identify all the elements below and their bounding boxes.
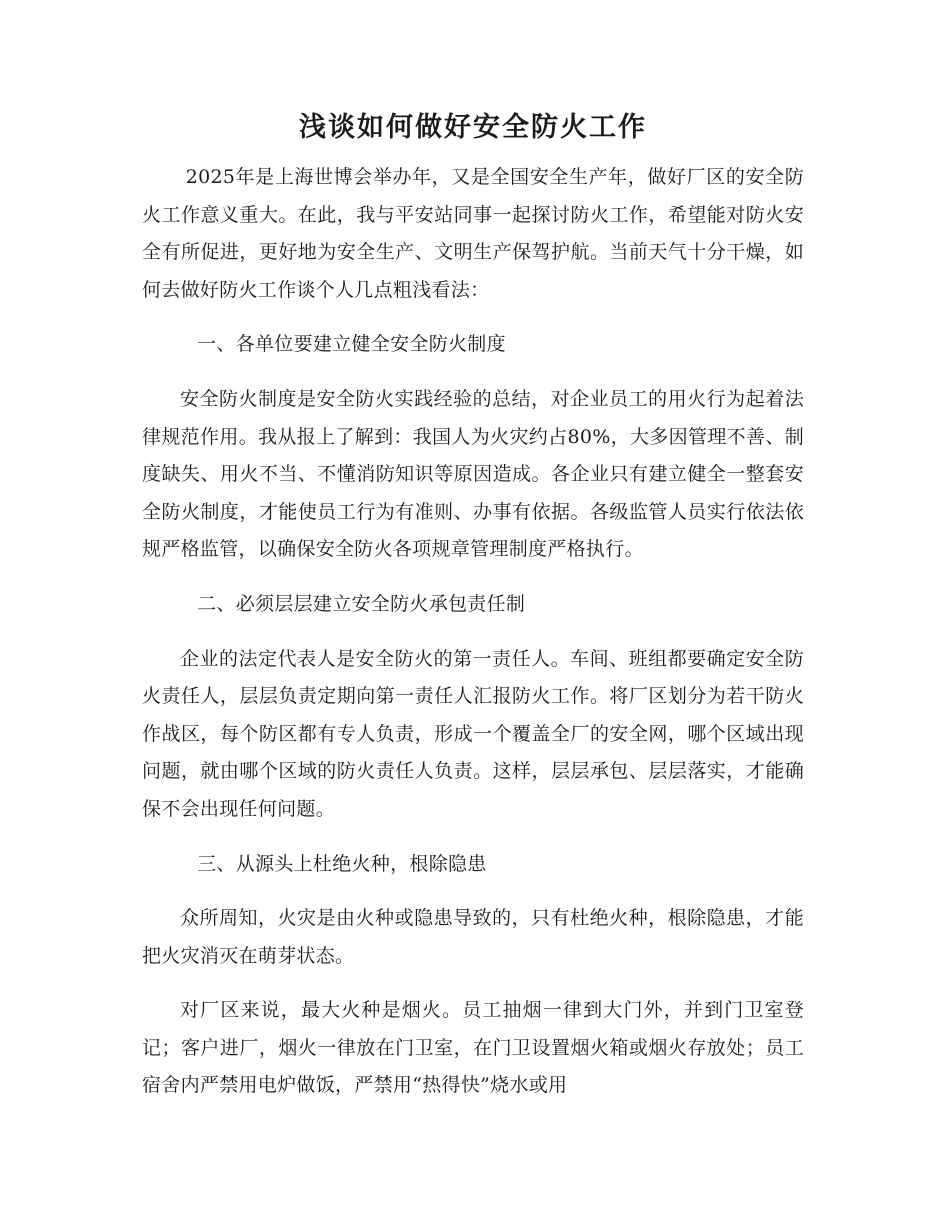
section-2-paragraph-1: 企业的法定代表人是安全防火的第一责任人。车间、班组都要确定安全防火责任人，层层负责定期向第一责任人汇报防火工作。将厂区划分为若干防火作战区，每个防区都有专人负责，形成一个覆盖全厂的安全网，哪个区域出现问题，就由哪个区域的防火责任人负责。这样，层层承包、层层落实，才能确保不会出现任何问题。 xyxy=(142,647,804,820)
section-heading-3: 三、从源头上杜绝火种，根除隐患 xyxy=(197,852,487,875)
section-heading-2: 二、必须层层建立安全防火承包责任制 xyxy=(197,592,526,615)
intro-paragraph: 2025年是上海世博会举办年，又是全国安全生产年，做好厂区的安全防火工作意义重大。在此，我与平安站同事一起探讨防火工作，希望能对防火安全有所促进，更好地为安全生产、文明生产保驾护航。当前天气十分干燥，如何去做好防火工作谈个人几点粗浅看法： xyxy=(142,166,804,301)
section-heading-1: 一、各单位要建立健全安全防火制度 xyxy=(197,333,506,356)
section-1-paragraph-1: 安全防火制度是安全防火实践经验的总结，对企业员工的用火行为起着法律规范作用。我从报上了解到：我国人为火灾约占80%，大多因管理不善、制度缺失、用火不当、不懂消防知识等原因造成。各企业只有建立健全一整套安全防火制度，才能使员工行为有准则、办事有依据。各级监管人员实行依法依规严格监管，以确保安全防火各项规章管理制度严格执行。 xyxy=(142,387,804,561)
document-title: 浅谈如何做好安全防火工作 xyxy=(299,112,647,143)
section-3-paragraph-1: 众所周知，火灾是由火种或隐患导致的，只有杜绝火种，根除隐患，才能把火灾消灭在萌芽状态。 xyxy=(142,907,804,967)
document-page xyxy=(142,108,804,1122)
section-3-paragraph-2: 对厂区来说，最大火种是烟火。员工抽烟一律到大门外，并到门卫室登记；客户进厂，烟火一律放在门卫室，在门卫设置烟火箱或烟火存放处；员工宿舍内严禁用电炉做饭，严禁用“热得快”烧水或用 xyxy=(142,999,804,1097)
